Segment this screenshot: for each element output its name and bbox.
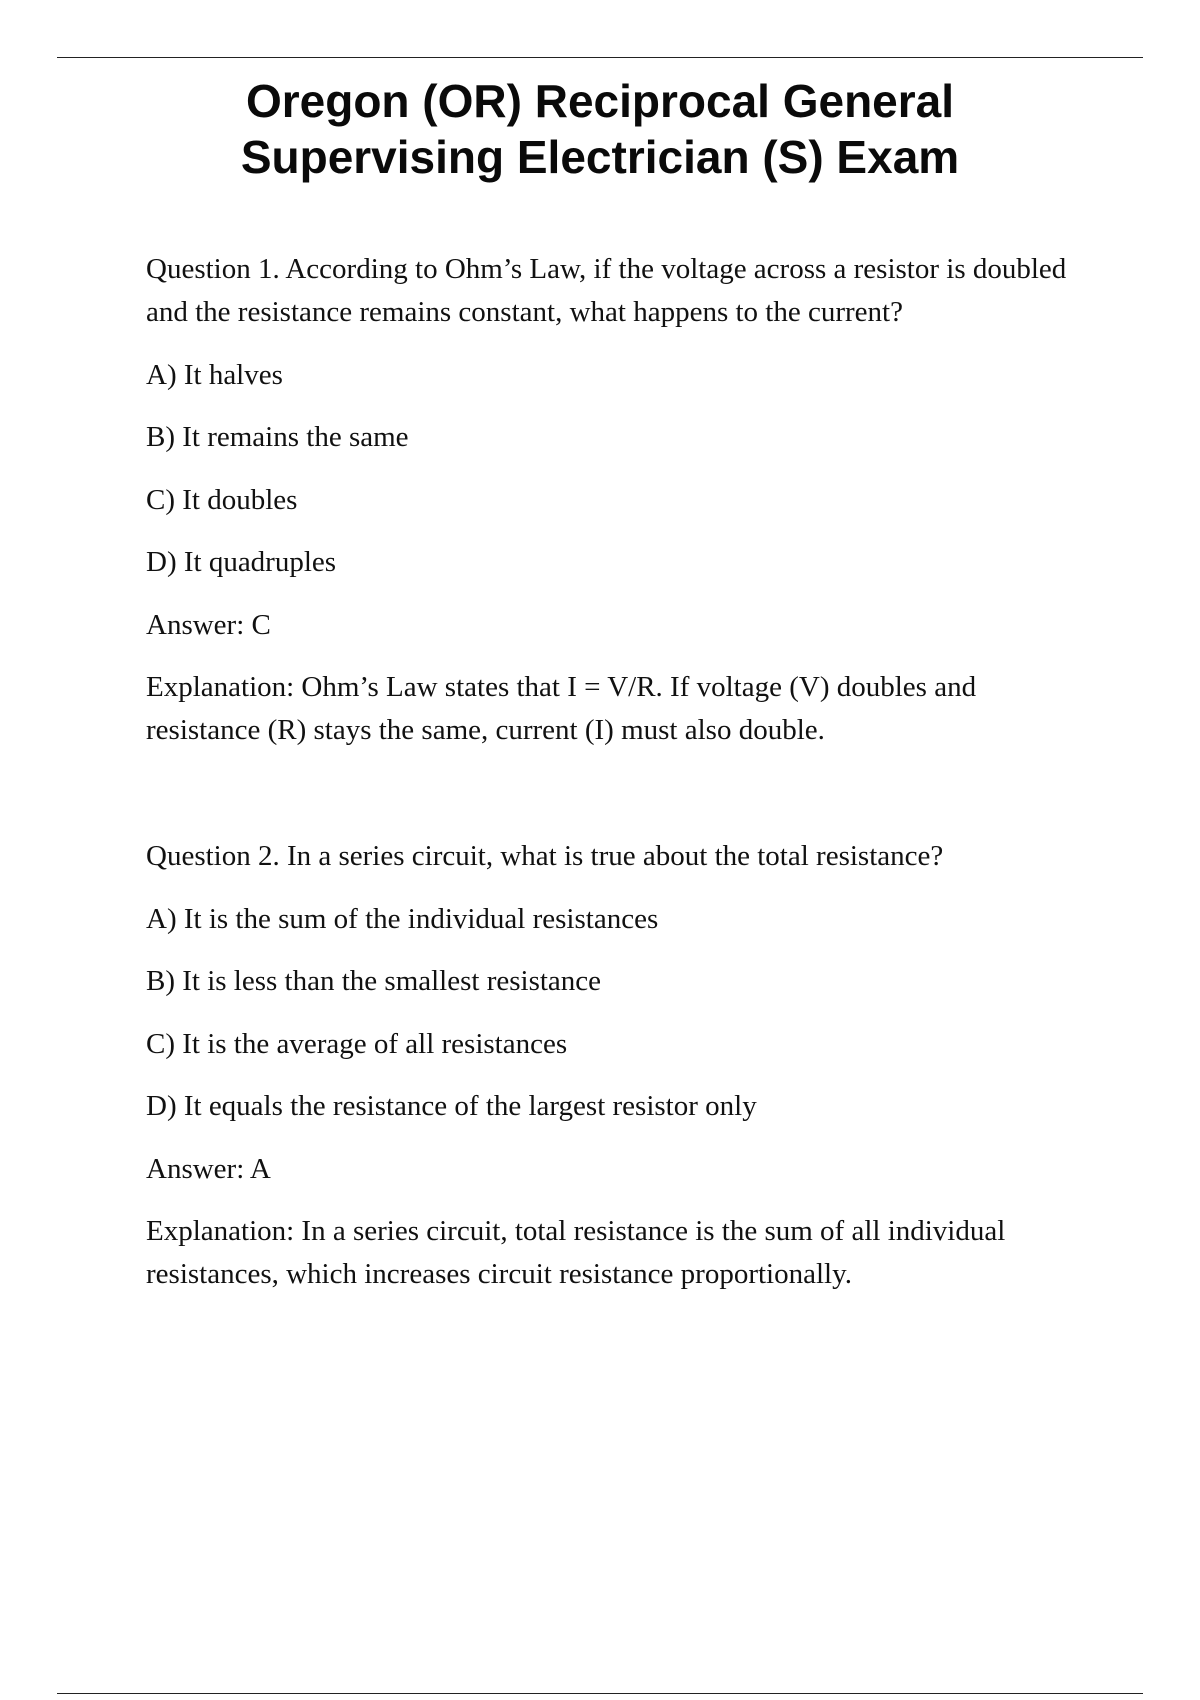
question-1-option-c: C) It doubles — [146, 483, 298, 516]
question-1-explanation: Explanation: Ohm’s Law states that I = V/R. If voltage (V) doubles and resistance (R) stays the same, current (I) must also double. — [146, 671, 977, 746]
title-line-1: Oregon (OR) Reciprocal General — [245, 75, 955, 127]
document-title — [60, 73, 1140, 185]
question-2-text: Question 2. In a series circuit, what is true about the total resistance? — [146, 840, 944, 872]
question-1-answer: Answer: C — [146, 608, 271, 641]
title-line-2: Supervising Electrician (S) Exam — [240, 131, 960, 183]
question-2 — [146, 835, 1096, 1296]
question-1-text: Question 1. According to Ohm’s Law, if the voltage across a resistor is doubled and the resistance remains constant, what happens to the current? — [146, 253, 1067, 328]
question-2-explanation: Explanation: In a series circuit, total resistance is the sum of all individual resistances, which increases circuit resistance proportionally. — [146, 1215, 1006, 1290]
question-2-option-c: C) It is the average of all resistances — [146, 1027, 568, 1060]
question-1 — [146, 248, 1096, 752]
question-2-answer: Answer: A — [146, 1152, 271, 1185]
question-1-option-d: D) It quadruples — [146, 546, 337, 578]
top-rule — [57, 57, 1143, 58]
question-2-option-a: A) It is the sum of the individual resistances — [146, 902, 659, 935]
question-2-option-b: B) It is less than the smallest resistance — [146, 965, 602, 997]
question-1-option-b: B) It remains the same — [146, 421, 409, 453]
document-body — [146, 248, 1096, 1296]
bottom-rule — [57, 1693, 1143, 1694]
question-2-option-d: D) It equals the resistance of the largest resistor only — [146, 1090, 757, 1122]
question-1-option-a: A) It halves — [146, 358, 283, 391]
